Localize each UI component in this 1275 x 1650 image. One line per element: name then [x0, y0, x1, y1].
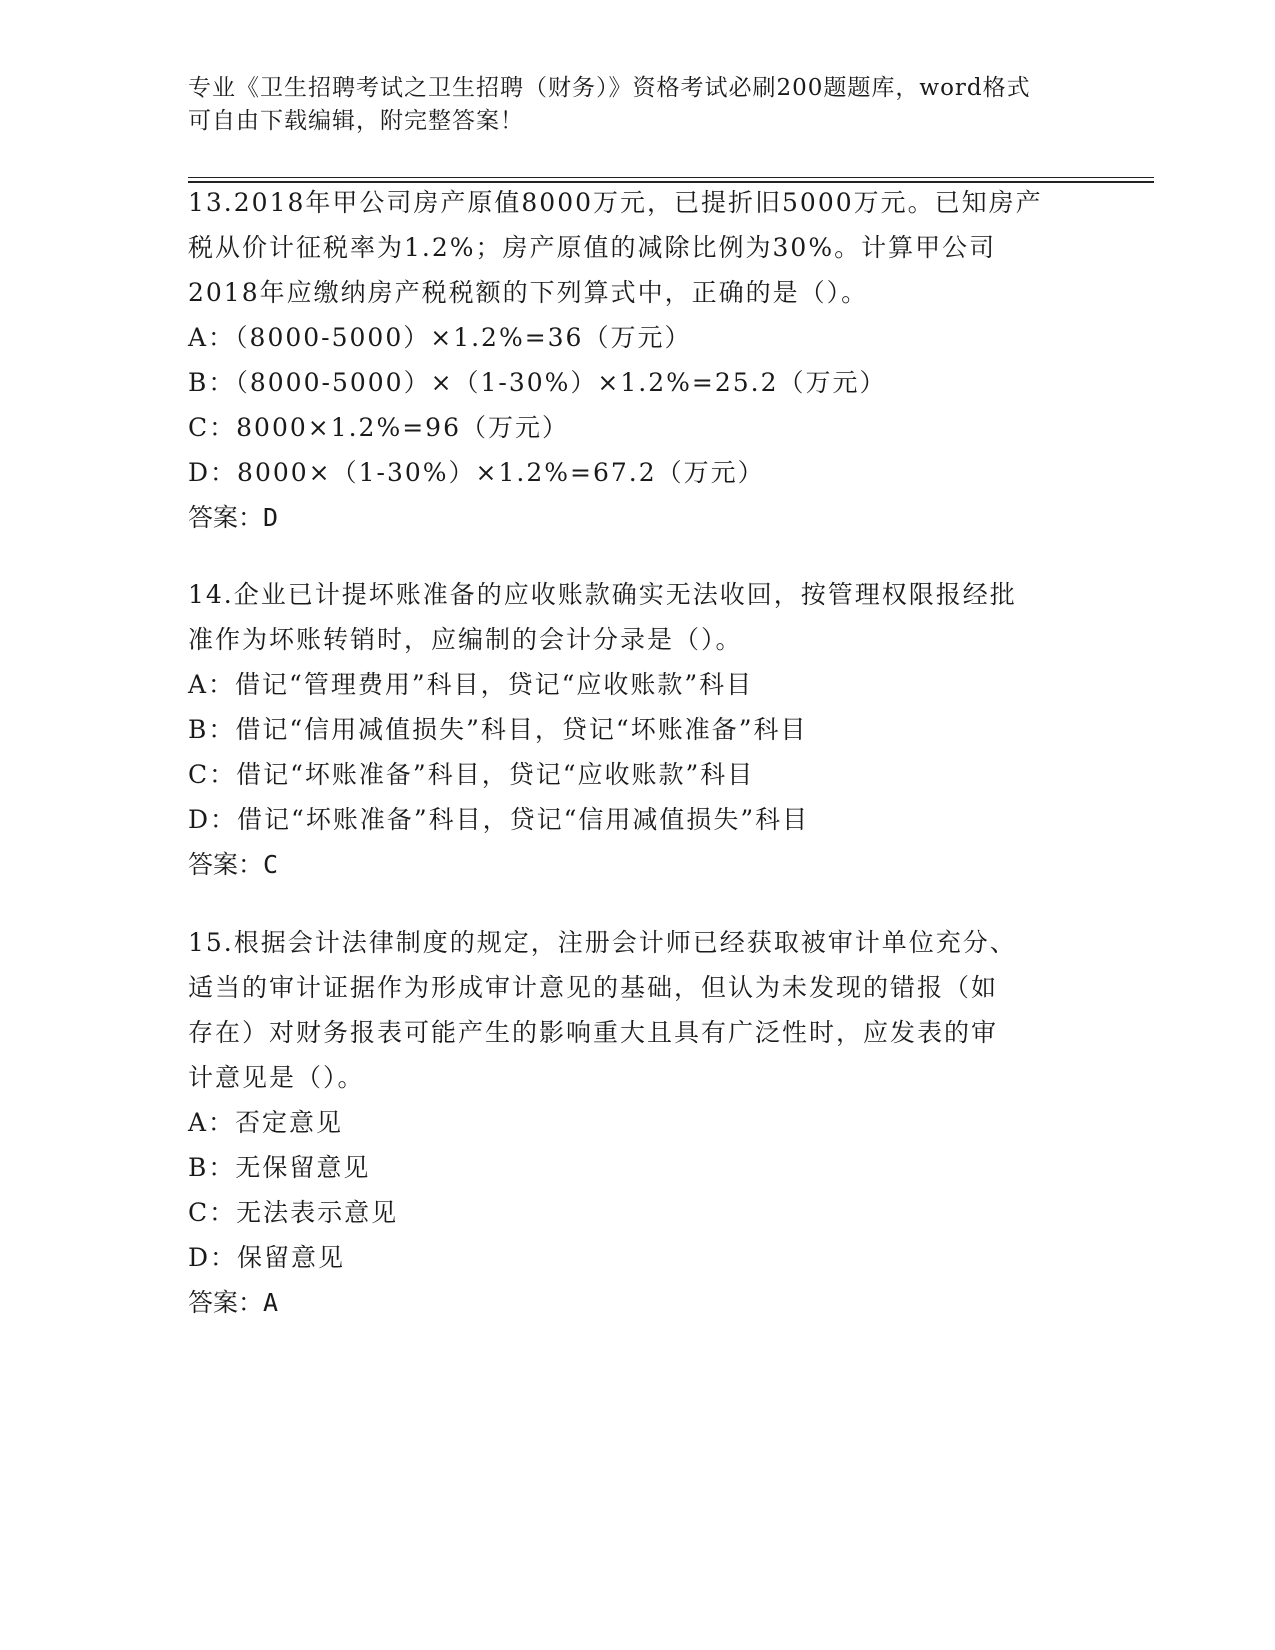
option-a: A：借记“管理费用”科目，贷记“应收账款”科目 [188, 670, 754, 699]
question-text-line: 2018年应缴纳房产税税额的下列算式中，正确的是（）。 [188, 278, 869, 307]
question-13 [188, 180, 1088, 540]
question-text-line: 15.根据会计法律制度的规定，注册会计师已经获取被审计单位充分、 [188, 928, 1017, 957]
option-b: B：无保留意见 [188, 1153, 371, 1182]
question-text-line: 税从价计征税率为1.2%；房产原值的减除比例为30%。计算甲公司 [188, 233, 997, 262]
answer-line [188, 842, 1088, 887]
question-text-line: 准作为坏账转销时，应编制的会计分录是（）。 [188, 625, 743, 654]
question-text-line: 计意见是（）。 [188, 1063, 365, 1092]
answer-value: D [263, 503, 279, 532]
option-c: C：8000×1.2%=96（万元） [188, 413, 569, 442]
answer-label: 答案： [188, 1288, 264, 1317]
header-divider-thin [188, 177, 1154, 178]
answer-line [188, 495, 1088, 540]
header-line-2: 可自由下载编辑，附完整答案！ [188, 108, 524, 134]
question-text-line: 存在）对财务报表可能产生的影响重大且具有广泛性时，应发表的审 [188, 1018, 999, 1047]
question-text-line: 13.2018年甲公司房产原值8000万元，已提折旧5000万元。已知房产 [188, 188, 1043, 217]
answer-value: A [263, 1288, 279, 1317]
option-d: D：8000×（1-30%）×1.2%=67.2（万元） [188, 458, 765, 487]
answer-label: 答案： [188, 850, 264, 879]
question-text-line: 适当的审计证据作为形成审计意见的基础，但认为未发现的错报（如 [188, 973, 999, 1002]
header-line-1: 专业《卫生招聘考试之卫生招聘（财务）》资格考试必刷200题题库，word格式 [188, 75, 1031, 101]
answer-line [188, 1280, 1088, 1325]
question-text-line: 14.企业已计提坏账准备的应收账款确实无法收回，按管理权限报经批 [188, 580, 1017, 609]
question-14 [188, 572, 1088, 887]
option-d: D：保留意见 [188, 1243, 346, 1272]
option-c: C：无法表示意见 [188, 1198, 399, 1227]
option-a: A：（8000-5000）×1.2%=36（万元） [188, 323, 692, 352]
option-c: C：借记“坏账准备”科目，贷记“应收账款”科目 [188, 760, 755, 789]
document-header [188, 72, 1088, 138]
option-b: B：（8000-5000）×（1-30%）×1.2%=25.2（万元） [188, 368, 887, 397]
option-b: B：借记“信用减值损失”科目，贷记“坏账准备”科目 [188, 715, 808, 744]
option-a: A：否定意见 [188, 1108, 344, 1137]
option-d: D：借记“坏账准备”科目，贷记“信用减值损失”科目 [188, 805, 810, 834]
answer-label: 答案： [188, 503, 264, 532]
answer-value: C [263, 850, 279, 879]
question-15 [188, 920, 1088, 1325]
